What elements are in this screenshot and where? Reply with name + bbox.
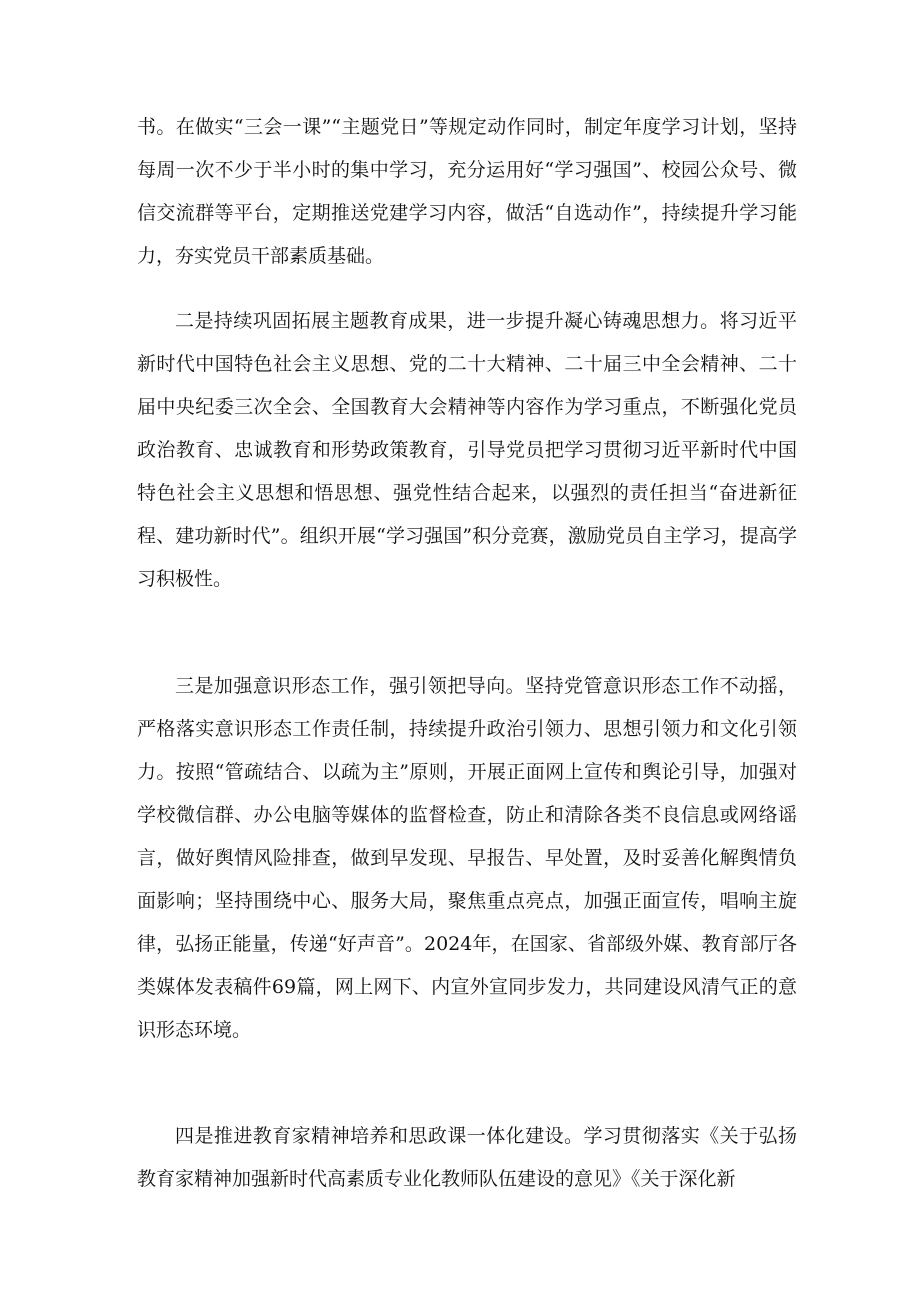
body-text-item-two [137,300,797,601]
paragraph-continuation: 书。在做实“三会一课”“主题党日”等规定动作同时，制定年度学习计划，坚持每周一次不少于半小时的集中学习，充分运用好“学习强国”、校园公众号、微信交流群等平台，定期推送党建学习内容，做活“自选动作”，持续提升学习能力，夯实党员干部素质基础。 [137,116,797,267]
paragraph-item-two: 二是持续巩固拓展主题教育成果，进一步提升凝心铸魂思想力。将习近平新时代中国特色社会主义思想、党的二十大精神、二十届三中全会精神、二十届中央纪委三次全会、全国教育大会精神等内容作为学习重点，不断强化党员政治教育、忠诚教育和形势政策教育，引导党员把学习贯彻习近平新时代中国特色社会主义思想和悟思想、强党性结合起来，以强烈的责任担当“奋进新征程、建功新时代”。组织开展“学习强国”积分竞赛，激励党员自主学习，提高学习积极性。 [137,310,797,590]
paragraph-item-four: 四是推进教育家精神培养和思政课一体化建设。学习贯彻落实《关于弘扬教育家精神加强新时代高素质专业化教师队伍建设的意见》《关于深化新 [137,1125,797,1190]
body-text-item-four [137,1115,797,1201]
paragraph-item-three: 三是加强意识形态工作，强引领把导向。坚持党管意识形态工作不动摇，严格落实意识形态工作责任制，持续提升政治引领力、思想引领力和文化引领力。按照“管疏结合、以疏为主”原则，开展正面网上宣传和舆论引导，加强对学校微信群、办公电脑等媒体的监督检查，防止和清除各类不良信息或网络谣言，做好舆情风险排查，做到早发现、早报告、早处置，及时妥善化解舆情负面影响；坚持围绕中心、服务大局，聚焦重点亮点，加强正面宣传，唱响主旋律，弘扬正能量，传递“好声音”。2024年，在国家、省部级外媒、教育部厅各类媒体发表稿件69篇，网上网下、内宣外宣同步发力，共同建设风清气正的意识形态环境。 [137,675,797,1041]
body-text-item-three [137,665,797,1052]
body-text-continuation [137,106,797,278]
